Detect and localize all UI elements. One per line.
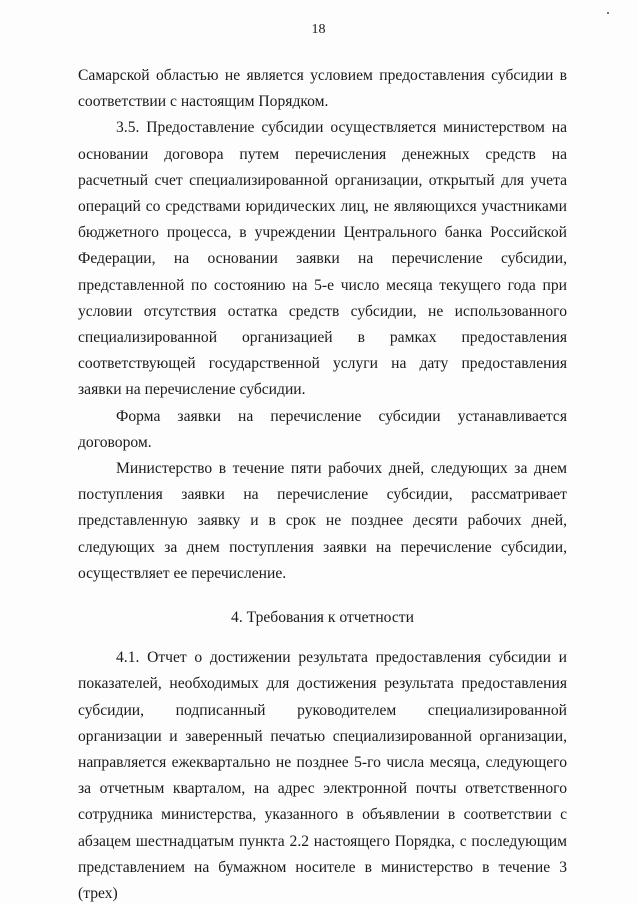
paragraph-4-1: 4.1. Отчет о достижении результата предоставления субсидии и показателей, необходимых для достижения результата предоставления субсидии, подписанный руководителем специализированной организации и заверенный печатью специализированной организации, направляется ежеквартально не позднее 5-го числа месяца, следующего за отчетным кварталом, на адрес электронной почты ответственного сотрудника министерства, указанного в объявлении в соответствии с абзацем шестнадцатым пункта 2.2 настоящего Порядка, с последующим представлением на бумажном носителе в министерство в течение 3 (трех) — [78, 649, 567, 903]
page-number: 18 — [311, 22, 326, 37]
paragraph-3-5: 3.5. Предоставление субсидии осуществляется министерством на основании договора путем перечисления денежных средств на расчетный счет специализированной организации, открытый для учета операций со средствами юридических лиц, не являющихся участниками бюджетного процесса, в учреждении Центрального банка Российской Федерации, на основании заявки на перечисление субсидии, представленной по состоянию на 5-е число месяца текущего года при условии отсутствия остатка средств субсидии, не использованного специализированной организацией в рамках предоставления соответствующей государственной услуги на дату предоставления заявки на перечисление субсидии. — [78, 119, 567, 399]
paragraph-ministry-review: Министерство в течение пяти рабочих дней, следующих за днем поступления заявки на перечисление субсидии, рассматривает представленную заявку и в срок не позднее десяти рабочих дней, следующих за днем поступления заявки на перечисление субсидии, осуществляет ее перечисление. — [78, 460, 567, 582]
paragraph-request-form: Форма заявки на перечисление субсидии устанавливается договором. — [78, 407, 567, 451]
document-body — [78, 63, 567, 907]
paragraph-continuation: Самарской областью не является условием предоставления субсидии в соответствии с настоящим Порядком. — [78, 67, 567, 111]
scan-speck — [607, 12, 609, 14]
section-heading: 4. Требования к отчетности — [231, 609, 414, 627]
